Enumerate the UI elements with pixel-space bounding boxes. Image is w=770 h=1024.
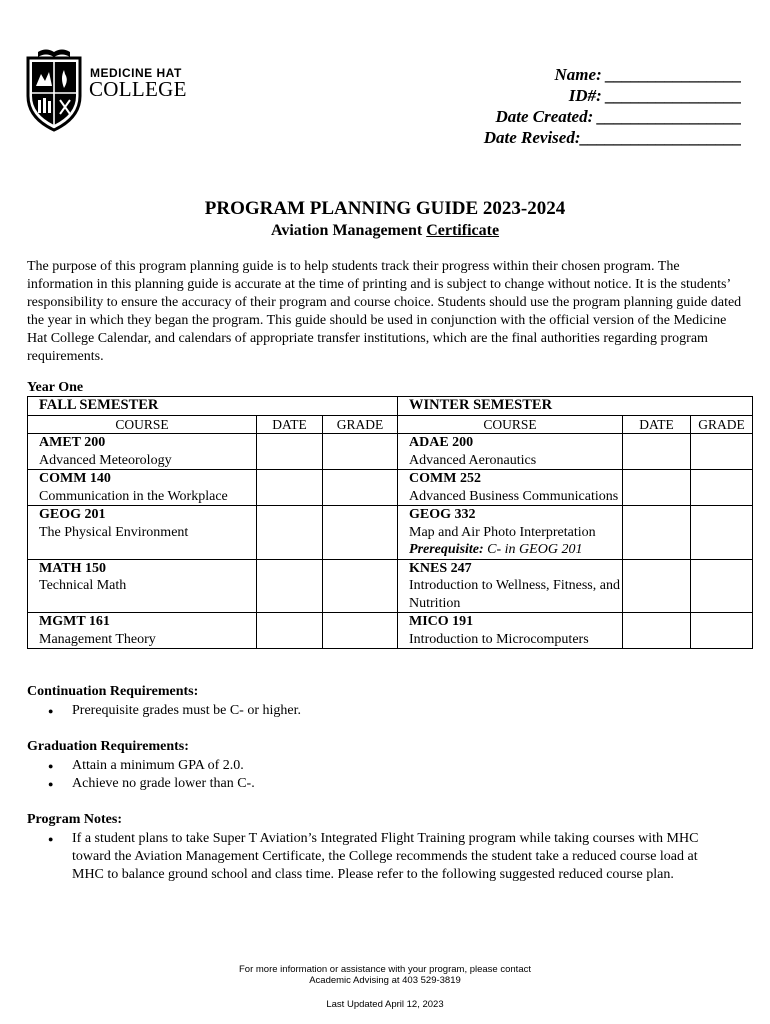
winter-grade-cell[interactable]: [691, 434, 753, 470]
table-row: [28, 559, 753, 613]
list-item: ● If a student plans to take Super T Aviation’s Integrated Flight Training program while taking courses with MHC toward the Aviation Management Certificate, the College recommends the student take a reduced course load at MHC to balance ground school and class time. Please refer to the following suggested reduced course plan.: [27, 830, 727, 884]
fall-course-cell: [28, 506, 257, 560]
subtitle-underlined: Certificate: [426, 222, 500, 239]
winter-date-cell[interactable]: [623, 613, 691, 649]
intro-paragraph: The purpose of this program planning guide is to help students track their progress within their chosen program. The information in this planning guide is accurate at the time of printing and is subject to change without notice. It is the students’ responsibility to ensure the accuracy of their program and course choice. Students should use the program planning guide dated the year in which they began the program. This guide should be used in conjunction with the official version of the Medicine Hat College Calendar, and calendars of appropriate transfer institutions, which are the final authorities regarding program requirements.: [27, 259, 742, 364]
date-revised-field[interactable]: Date Revised:___________________: [483, 128, 742, 147]
continuation-list: [27, 702, 747, 720]
continuation-heading: Continuation Requirements:: [27, 684, 199, 699]
course-code: MICO 191: [409, 614, 474, 629]
fall-course-cell: [28, 559, 257, 613]
fall-date-cell[interactable]: [257, 559, 323, 613]
course-code: AMET 200: [39, 435, 106, 450]
table-row: [28, 470, 753, 506]
fall-semester-header: FALL SEMESTER: [28, 397, 398, 416]
winter-grade-col-header: GRADE: [691, 415, 753, 434]
graduation-list: [27, 757, 747, 793]
fall-course-cell: [28, 434, 257, 470]
winter-course-cell: [398, 434, 623, 470]
winter-date-cell[interactable]: [623, 506, 691, 560]
course-code: COMM 252: [409, 471, 481, 486]
notes-list: [27, 830, 727, 884]
fall-date-cell[interactable]: [257, 434, 323, 470]
list-item: ● Attain a minimum GPA of 2.0.: [27, 757, 747, 775]
list-item: ● Prerequisite grades must be C- or higher.: [27, 702, 747, 720]
winter-grade-cell[interactable]: [691, 559, 753, 613]
fall-date-col-header: DATE: [257, 415, 323, 434]
winter-course-cell: [398, 613, 623, 649]
fall-grade-cell[interactable]: [323, 470, 398, 506]
program-subtitle: [0, 222, 770, 240]
fall-grade-cell[interactable]: [323, 613, 398, 649]
fall-grade-cell[interactable]: [323, 559, 398, 613]
course-name: Map and Air Photo Interpretation: [409, 524, 596, 540]
fall-course-col-header: COURSE: [28, 415, 257, 434]
page-title: PROGRAM PLANNING GUIDE 2023-2024: [204, 198, 566, 219]
course-table: [27, 396, 753, 649]
fall-date-cell[interactable]: [257, 506, 323, 560]
prerequisite-label: Prerequisite:: [409, 542, 484, 557]
course-name: Advanced Business Communications: [409, 488, 619, 504]
course-name: Introduction to Microcomputers: [409, 631, 589, 647]
winter-grade-cell[interactable]: [691, 613, 753, 649]
course-name: Management Theory: [39, 631, 156, 647]
winter-grade-cell[interactable]: [691, 506, 753, 560]
fall-course-cell: [28, 470, 257, 506]
winter-course-cell: [398, 559, 623, 613]
logo-line-2: COLLEGE: [89, 77, 187, 101]
course-code: KNES 247: [409, 560, 472, 576]
winter-course-cell: [398, 470, 623, 506]
graduation-heading: Graduation Requirements:: [27, 739, 189, 754]
footer-contact: [0, 964, 770, 986]
footer-line-2: Academic Advising at 403 529-3819: [309, 975, 461, 986]
subtitle-prefix: Aviation Management: [270, 222, 427, 239]
course-code: MATH 150: [39, 560, 107, 576]
date-created-field[interactable]: Date Created: _________________: [495, 107, 742, 126]
course-name: Introduction to Wellness, Fitness, and Nutrition: [409, 578, 620, 611]
course-code: GEOG 332: [409, 507, 476, 522]
id-field[interactable]: ID#: ________________: [568, 86, 742, 105]
footer-last-updated: Last Updated April 12, 2023: [326, 999, 444, 1010]
course-code: MGMT 161: [39, 614, 110, 629]
fall-grade-cell[interactable]: [323, 506, 398, 560]
winter-course-cell: [398, 506, 623, 560]
winter-grade-cell[interactable]: [691, 470, 753, 506]
student-info-fields: [422, 64, 742, 148]
year-label: Year One: [27, 380, 84, 395]
course-code: GEOG 201: [39, 507, 106, 522]
table-row: [28, 434, 753, 470]
fall-grade-col-header: GRADE: [323, 415, 398, 434]
course-name: The Physical Environment: [39, 524, 189, 540]
course-name: Technical Math: [39, 578, 127, 593]
college-logo: [24, 46, 194, 132]
winter-date-cell[interactable]: [623, 470, 691, 506]
logo-line-1: MEDICINE HAT: [90, 66, 182, 80]
course-name: Communication in the Workplace: [39, 488, 228, 504]
winter-semester-header: WINTER SEMESTER: [398, 397, 753, 416]
winter-date-col-header: DATE: [623, 415, 691, 434]
fall-course-cell: [28, 613, 257, 649]
name-field[interactable]: Name: ________________: [554, 65, 742, 84]
winter-date-cell[interactable]: [623, 434, 691, 470]
course-code: ADAE 200: [409, 435, 474, 450]
college-crest-icon: [24, 46, 84, 132]
fall-date-cell[interactable]: [257, 470, 323, 506]
notes-heading: Program Notes:: [27, 812, 122, 827]
table-row: [28, 613, 753, 649]
course-name: Advanced Aeronautics: [409, 452, 537, 468]
prerequisite-value: C- in GEOG 201: [483, 542, 583, 557]
course-name: Advanced Meteorology: [39, 452, 172, 468]
fall-grade-cell[interactable]: [323, 434, 398, 470]
winter-date-cell[interactable]: [623, 559, 691, 613]
footer-line-1: For more information or assistance with your program, please contact: [239, 964, 531, 975]
prerequisite-note: [409, 541, 622, 559]
table-row: [28, 506, 753, 560]
list-item: ● Achieve no grade lower than C-.: [27, 775, 747, 793]
winter-course-col-header: COURSE: [398, 415, 623, 434]
fall-date-cell[interactable]: [257, 613, 323, 649]
course-code: COMM 140: [39, 471, 111, 486]
